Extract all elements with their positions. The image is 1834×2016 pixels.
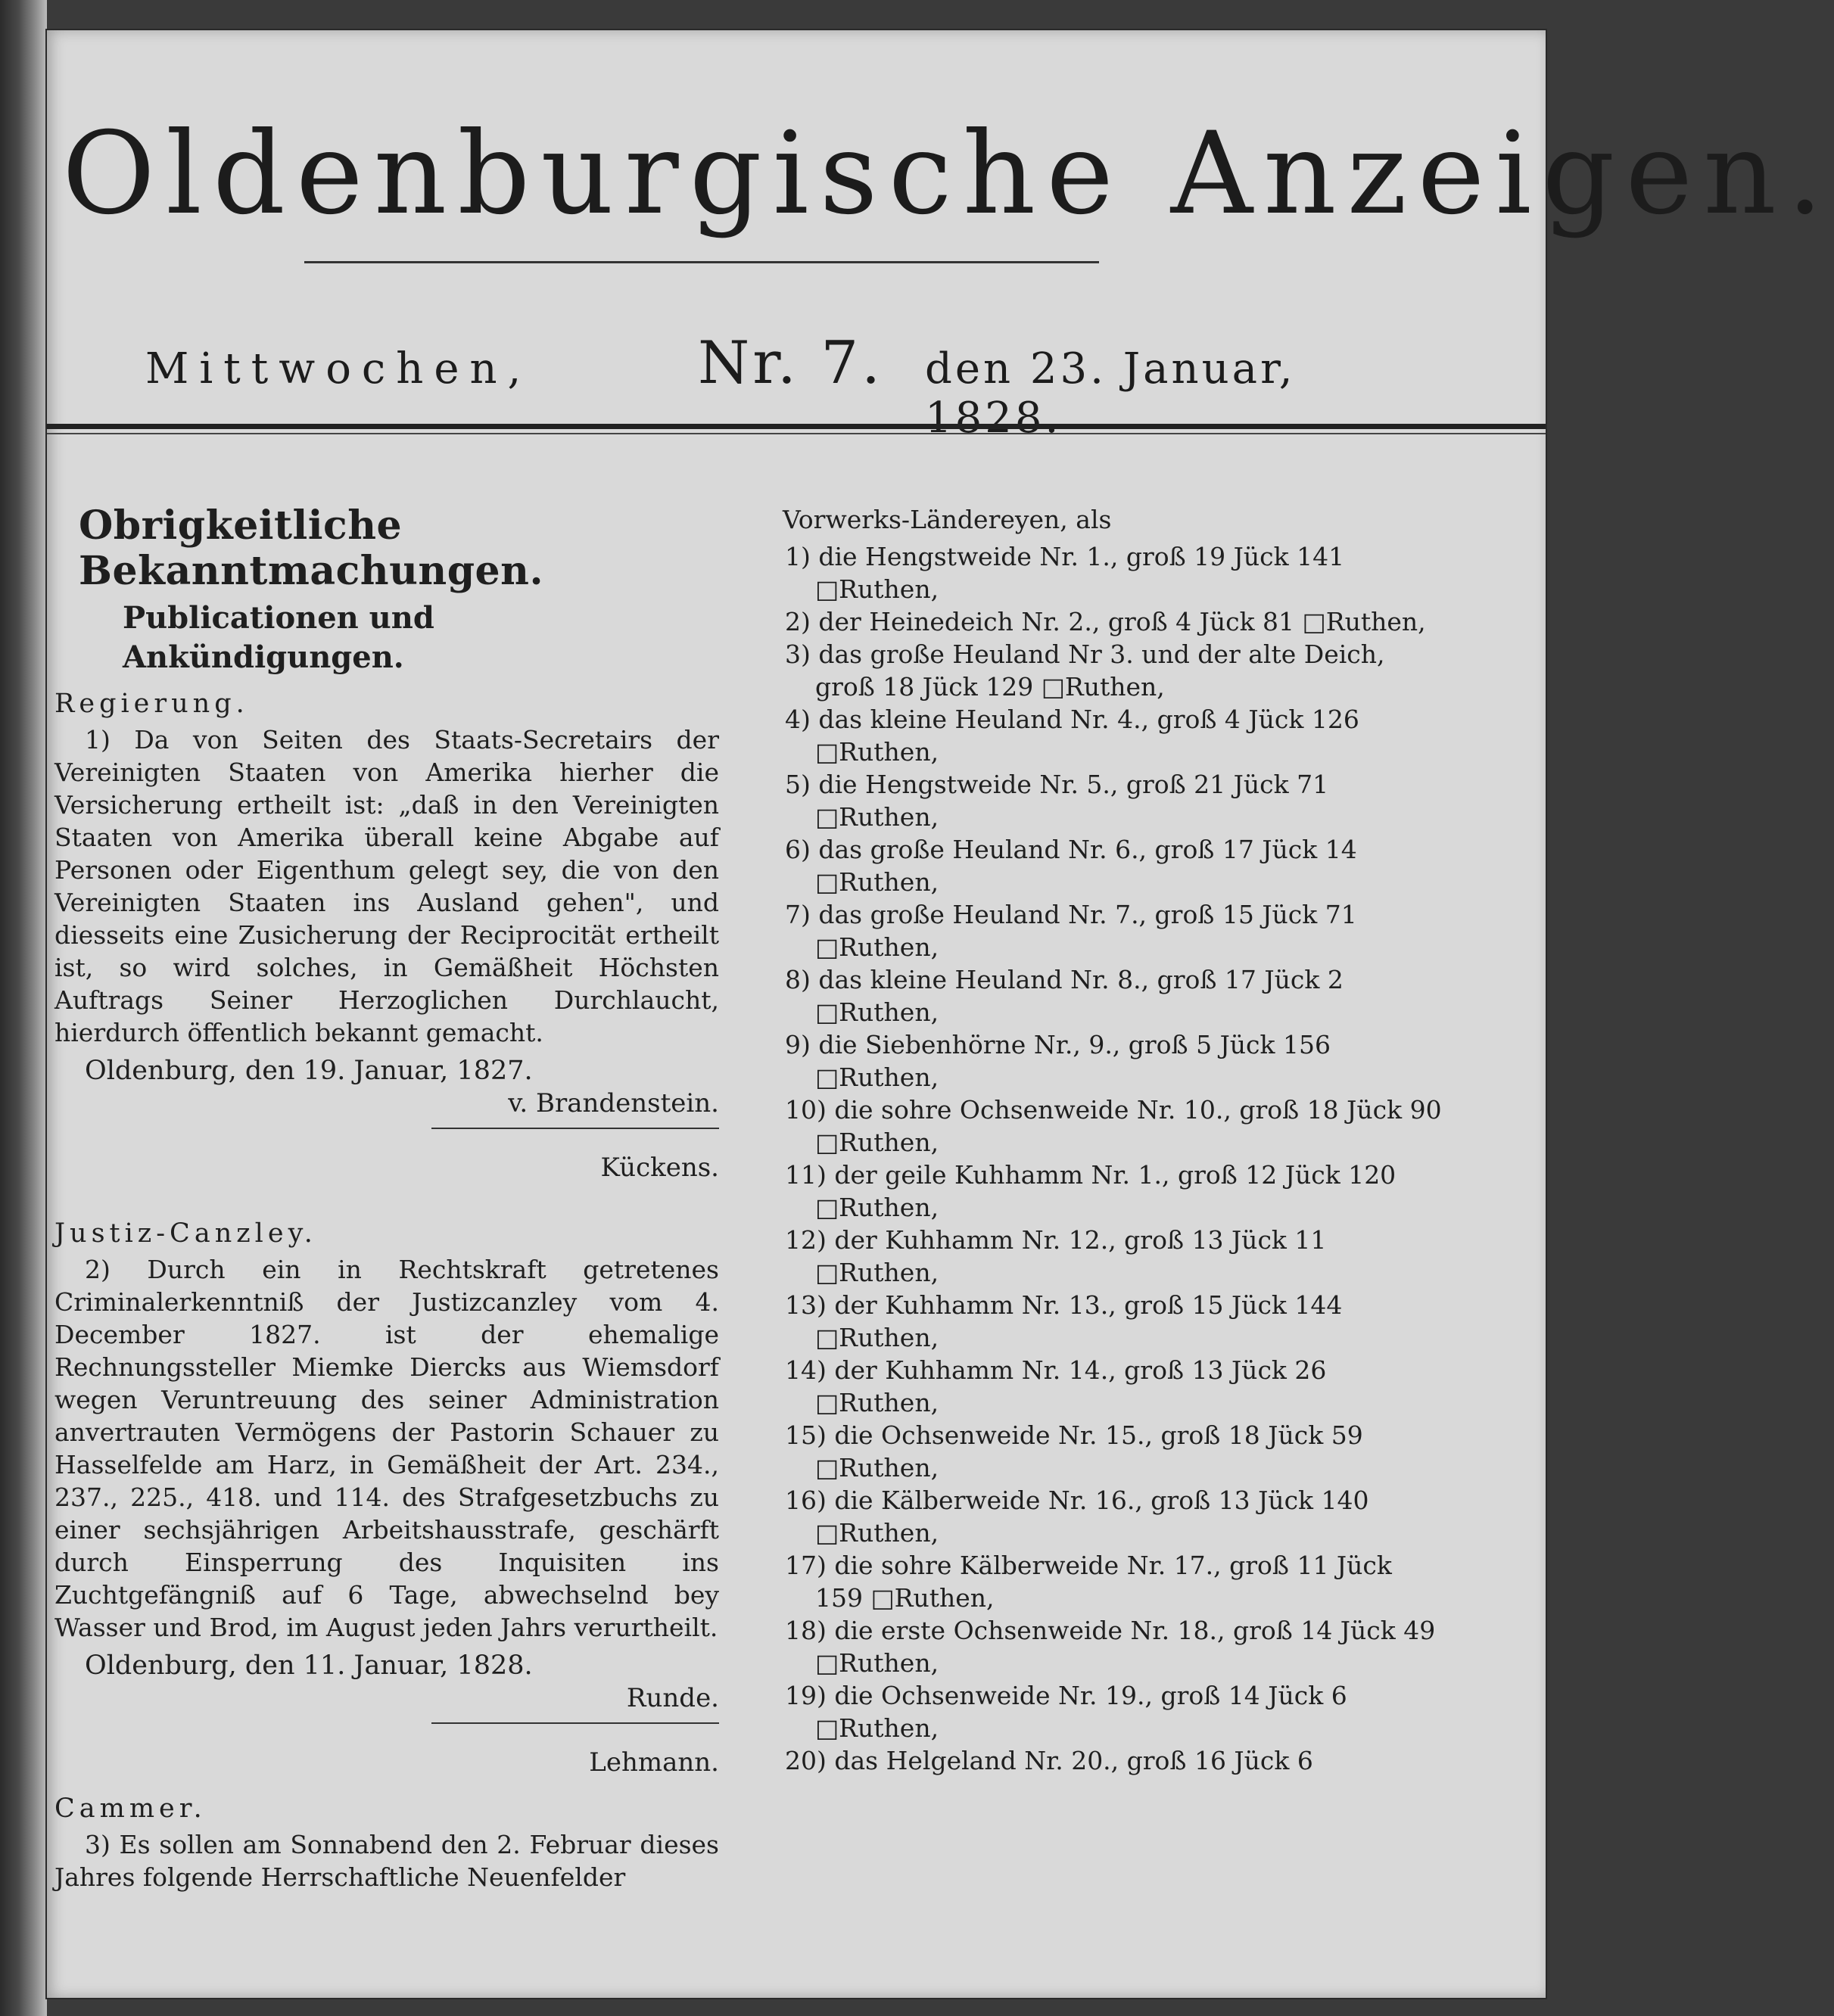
list-item: 11) der geile Kuhhamm Nr. 1., groß 12 Jück 120 □Ruthen,: [785, 1160, 1397, 1222]
issue-number: Nr. 7.: [698, 329, 883, 397]
list-item: 18) die erste Ochsenweide Nr. 18., groß 14 Jück 49 □Ruthen,: [785, 1616, 1436, 1678]
list-item: 3) das große Heuland Nr 3. und der alte Deich, groß 18 Jück 129 □Ruthen,: [785, 639, 1385, 702]
notice-3-body: 3) Es sollen am Sonnabend den 2. Februar dieses Jahres folgende Herrschaftliche Neuenfelder: [54, 1830, 719, 1892]
list-item: 19) die Ochsenweide Nr. 19., groß 14 Jück 6 □Ruthen,: [785, 1681, 1347, 1743]
department-heading-regierung: Regierung.: [54, 689, 249, 719]
section-title: Obrigkeitliche Bekanntmachungen.: [79, 502, 544, 594]
list-item: 16) die Kälberweide Nr. 16., groß 13 Jück 140 □Ruthen,: [785, 1486, 1369, 1548]
list-item: 17) die sohre Kälberweide Nr. 17., groß 11 Jück 159 □Ruthen,: [785, 1551, 1392, 1613]
department-heading-justiz: Justiz-Canzley.: [54, 1218, 317, 1249]
list-item: 8) das kleine Heuland Nr. 8., groß 17 Jück 2 □Ruthen,: [785, 965, 1344, 1027]
section-subtitle: Publicationen und Ankündigungen.: [123, 600, 434, 675]
book-binding: [0, 0, 47, 2016]
issue-weekday: Mittwochen,: [145, 344, 532, 394]
list-item: 5) die Hengstweide Nr. 5., groß 21 Jück 71 □Ruthen,: [785, 770, 1329, 832]
list-item: 1) die Hengstweide Nr. 1., groß 19 Jück 141 □Ruthen,: [785, 542, 1345, 604]
right-column: [774, 503, 1443, 1777]
list-item: 13) der Kuhhamm Nr. 13., groß 15 Jück 144 □Ruthen,: [785, 1290, 1343, 1352]
list-item: 7) das große Heuland Nr. 7., groß 15 Jück 71 □Ruthen,: [785, 900, 1357, 962]
list-item: 6) das große Heuland Nr. 6., groß 17 Jück 14 □Ruthen,: [785, 835, 1357, 897]
notice-3-text: [47, 1828, 719, 1893]
list-item: 9) die Siebenhörne Nr., 9., groß 5 Jück 156 □Ruthen,: [785, 1030, 1331, 1092]
department-heading-cammer: Cammer.: [54, 1794, 207, 1824]
land-list: [774, 540, 1443, 1777]
notice-2-signature-1: Runde.: [626, 1683, 719, 1713]
notice-2-signature-2: Lehmann.: [589, 1747, 719, 1778]
notice-2-place-date: Oldenburg, den 11. Januar, 1828.: [85, 1650, 533, 1681]
notice-1-text: [47, 723, 719, 1049]
left-column: [47, 503, 719, 1893]
dateline: [145, 329, 1432, 443]
list-item: 2) der Heinedeich Nr. 2., groß 4 Jück 81 □Ruthen,: [785, 607, 1426, 636]
list-item: 20) das Helgeland Nr. 20., groß 16 Jück 6: [785, 1746, 1313, 1775]
newspaper-page: [47, 30, 1834, 1998]
list-item: 15) die Ochsenweide Nr. 15., groß 18 Jück 59 □Ruthen,: [785, 1420, 1363, 1482]
notice-2-body: 2) Durch ein in Rechtskraft getretenes Criminalerkenntniß der Justizcanzley vom 4. December 1827. ist der ehemalige Rechnungssteller Miemke Diercks aus Wiemsdorf wegen Veruntreuung des seiner Administration anvertrauten Vermögens der Pastorin Schauer zu Hasselfelde am Harz, in Gemäßheit der Art. 234., 237., 225., 418. und 114. des Strafgesetzbuchs zu einer sechsjährigen Arbeitshausstrafe, geschärft durch Einsperrung des Inquisiten ins Zuchtgefängniß auf 6 Tage, abwechselnd bey Wasser und Brod, im August jeden Jahrs verurtheilt.: [54, 1255, 719, 1642]
issue-date: den 23. Januar, 1828.: [925, 344, 1296, 443]
land-list-intro: Vorwerks-Ländereyen, als: [783, 505, 1112, 534]
list-item: 14) der Kuhhamm Nr. 14., groß 13 Jück 26 □Ruthen,: [785, 1355, 1327, 1417]
masthead-rule: [304, 261, 1099, 263]
notice-1-place-date: Oldenburg, den 19. Januar, 1827.: [85, 1056, 533, 1086]
notice-1-signature-1: v. Brandenstein.: [508, 1088, 719, 1118]
masthead-title: Oldenburgische Anzeigen.: [62, 108, 1834, 240]
list-item: 12) der Kuhhamm Nr. 12., groß 13 Jück 11 □Ruthen,: [785, 1225, 1327, 1287]
signature-rule: [431, 1722, 719, 1724]
notice-1-body: 1) Da von Seiten des Staats-Secretairs der Vereinigten Staaten von Amerika hierher die Versicherung ertheilt ist: „daß in den Vereinigten Staaten von Amerika überall keine Abgabe auf Personen oder Eigenthum gelegt sey, die von den Vereinigten Staaten ins Ausland gehen", und diesseits eine Zusicherung der Reciprocität ertheilt ist, so wird solches, in Gemäßheit Höchsten Auftrags Seiner Herzoglichen Durchlaucht, hierdurch öffentlich bekannt gemacht.: [54, 725, 719, 1047]
signature-rule: [431, 1128, 719, 1129]
notice-1-signature-2: Kückens.: [600, 1153, 719, 1183]
notice-2-text: [47, 1253, 719, 1644]
list-item: 10) die sohre Ochsenweide Nr. 10., groß 18 Jück 90 □Ruthen,: [785, 1095, 1442, 1157]
header-rule: [47, 424, 1546, 434]
list-item: 4) das kleine Heuland Nr. 4., groß 4 Jück 126 □Ruthen,: [785, 705, 1359, 767]
